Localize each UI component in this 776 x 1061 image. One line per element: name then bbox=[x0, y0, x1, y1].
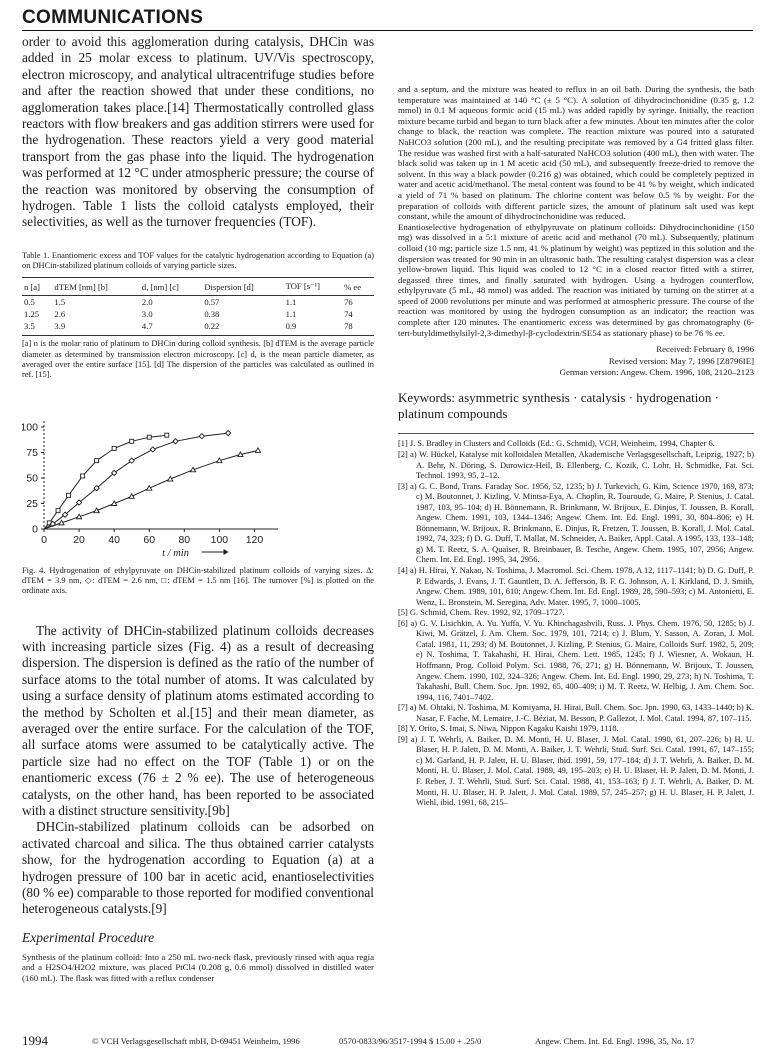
left-column bbox=[22, 34, 374, 984]
data-point-square bbox=[95, 458, 99, 462]
series-line bbox=[44, 433, 228, 529]
figure-caption: Fig. 4. Hydrogenation of ethylpyruvate on DHCin-stabilized platinum colloids of varying sizes. Δ: dTEM = 3.9 nm, ◇: dTEM = 2.6 nm, □: dTEM = 1.5 nm [16]. The turnover [%] is plotted on the ordinate axis. bbox=[22, 565, 374, 596]
table-cell: 1.25 bbox=[24, 309, 40, 320]
reference-item: [3] a) G. C. Bond, Trans. Faraday Soc. 1956, 52, 1235; b) J. Turkevich, G. Kim, Science 1970, 169, 873; c) M. Boutonnet, J. Kizling, V. Mintsa-Eya, A. Choplin, R. Touroude, G. Maire, P. Stenius, J. Catal. 1987, 103, 95–104; d) H. Bönnemann, R. Brinkmann, W. Brijoux, E. Dinjus, T. Joussen, B. Korall, Angew. Chem. 1991, 103, 1344–1346; Angew. Chem. Int. Ed. Engl. 1991, 30, 804–806; e) H. Bönnemann, W. Brijoux, R. Brinkmann, E. Dinjus, R. Fretzen, T. Joussen, B. Korall, J. Mol. Catal. 1992, 74, 323; f) D. G. Duff, T. Mallat, M. Schneider, A. Baiker, Appl. Catal. A 1995, 133, 133–148; g) M. T. Reetz, S. A. Quaiser, R. Breinbauer, B. Tesche, Angew. Chem. 1995, 107, 2956; Angew. Chem. Int. Ed. Engl. 1995, 34, 2956. bbox=[398, 481, 754, 565]
reference-item: [1] J. S. Bradley in Clusters and Colloids (Ed.: G. Schmid), VCH, Weinheim, 1994, Chapter 6. bbox=[398, 439, 715, 449]
hydrogenation-procedure: Enantioselective hydrogenation of ethylpyruvate on platinum colloids: Dihydrocinchonidine (150 mg) was dissolved in a 5:1 mixture of acetic acid and methanol (70 mL). Subsequently, platinum colloid (10 mg; particle size 1.5 nm, 41 % platinum by weight) was peptized in this solution and the dispersion was treated for 90 min in an ultrasonic bath. The resulting catalyst dispersion was a clear yellow-brown liquid. This liquid was cooled to 12 °C in a closed reactor fitted with a stirrer, degassed three times, and finally saturated with hydrogen. Using a hydrogen counterflow, ethylpyruvate (5 mL, 48 mmol) was added. The reaction was initiated by turning on the stirrer at a speed of 2000 revolutions per minute and was performed at atmospheric pressure. The course of the reaction was monitored by using the hydrogen consumption as an indicator; the reaction was complete after 120 minutes. The enantiomeric excess was determined by gas chromatography (6-tert-butyldimethylsilyl-2,3-dimethyl-β-cyclodextrin/SE54 as stationary phase) to be 76 % ee. bbox=[398, 221, 754, 338]
reference-item: [8] Y. Orito, S. Imai, S. Niwa, Nippon Kagaku Kaishi 1979, 1118. bbox=[398, 724, 619, 734]
experimental-heading: Experimental Procedure bbox=[22, 929, 155, 945]
table-cell: 3.5 bbox=[22, 320, 52, 336]
x-tick-label: 120 bbox=[245, 533, 264, 546]
table-cell: 0.9 bbox=[284, 320, 342, 336]
table-header-cell: n [a] bbox=[22, 278, 52, 296]
reference-item: [9] a) J. T. Wehrli, A. Baiker, D. M. Monti, H. U. Blaser, J. Mol. Catal. 1990, 61, 207–226; b) H. U. Blaser, H. P. Jalett, D. M. Monti, A. Baiker, J. T. Wehrli, Stud. Surf. Sci. Catal. 1991, 67, 147–155; c) M. Garland, H. P. Jalett, H. U. Blaser, ibid. 1991, 59, 177–184; d) J. T. Wehrli, A. Baiker, D. M. Monti, H. U. Blaser, J. Mol. Catal. 1989, 49, 195–203; e) H. U. Blaser, H. P. Jalett, D. M. Monti, J. F. Reber, J. T. Wehrli, Stud. Surf. Sci. Catal. 1988, 41, 153–163; f) J. T. Wehrli, A. Baiker, D. M. Monti, H. U. Blaser, H. P. Jalett, J. Mol. Catal. 1989, 57, 245–257; g) H. U. Blaser, H. P. Jalett, J. Wiehl, ibid. 1991, 68, 215– bbox=[398, 734, 754, 808]
table-cell: 0.38 bbox=[204, 309, 220, 320]
references-rule bbox=[398, 433, 754, 434]
y-tick-label: 75 bbox=[26, 446, 38, 459]
data-point-square bbox=[147, 435, 151, 439]
experimental-text: Synthesis of the platinum colloid: Into a 250 mL two-neck flask, previously rinsed with aqua regia and a H2SO4/H2O2 mixture, was placed PtCl4 (0.208 g, 0.6 mmol) dissolved in distilled water (160 mL). The flask was fitted with a reflux condenser bbox=[22, 951, 374, 984]
reference-item: [5] G. Schmid, Chem. Rev. 1992, 92, 1709–1727. bbox=[398, 608, 565, 618]
right-column bbox=[398, 84, 754, 809]
table-cell: 74 bbox=[344, 309, 353, 320]
running-header bbox=[22, 4, 753, 31]
publisher-line: © VCH Verlagsgesellschaft mbH, D-69451 Weinheim, 1996 bbox=[92, 1036, 300, 1046]
german-version-line: German version: Angew. Chem. 1996, 108, 2120–2123 bbox=[559, 367, 754, 378]
table-cell: 78 bbox=[342, 320, 374, 336]
experimental-continued: and a septum, and the mixture was heated to reflux in an oil bath. During the synthesis, the bath temperature was maintained at 140 °C (± 5 °C). A solution of dihydrocinchonidine (0.35 g, 1.2 mmol) in 0.1 M aqueous formic acid (15 mL) was added rapidly by syringe. Initially, the reaction mixture became turbid and began to turn black after a few minutes. About ten minutes after the color change to black, the reaction was complete. The reaction mixture was poured into a saturated NaHCO3 solution (200 mL), and the resulting precipitate was removed by a G4 fritted glass filter. The residue was washed first with a half-saturated NaHCO3 solution (400 mL), then with water. The black solid was taken up in 1 M acetic acid (50 mL), and subsequently freeze-dried to remove the solvent. In this way a black powder (0.216 g) was obtained, which could be completely peptized in water and acetic acid/methanol. The metal content was found to be 41 % by weight, which indicated a yield of 71 % based on platinum. The chlorine content was below 0.5 % by weight. For the preparation of colloids with different particle sizes, the amount of platinum salt used was kept constant, while the amount of dihydrocinchonidine was reduced. bbox=[398, 84, 754, 222]
table-header-cell: % ee bbox=[342, 278, 374, 296]
reference-item: [6] a) G. V. Lisichkin, A. Yu. Yuffa, V. Yu. Khinchagashvili, Russ. J. Phys. Chem. 1976, 50, 1285; b) J. Kiwi, M. Grätzel, J. Am. Chem. Soc. 1979, 101, 7214; c) J. Blum, Y. Sasson, A. Zoran, J. Mol. Catal. 1981, 11, 293; d) M. Boutonnet, J. Kizling, P. Stenius, G. Maire, Colloids Surf. 1982, 5, 209; e) N. Toshima, T. Takahashi, H. Hirai, Chem. Lett. 1985, 1245; f) J. Wiesner, A. Wokaun, H. Hoffmann, Prog. Colloid Polym. Sci. 1988, 76, 271; g) H. Bönnemann, W. Brijoux, T. Joussen, Angew. Chem. 1990, 102, 324–326; Angew. Chem. Int. Ed. Engl. 1990, 29, 273; h) N. Toshima, T. Takahashi, Bull. Chem. Soc. Jpn. 1992, 65, 400–409; i) M. T. Reetz, W. Helbig, J. Am. Chem. Soc. 1994, 116, 7401–7402. bbox=[398, 618, 754, 702]
x-tick-label: 60 bbox=[143, 533, 156, 546]
figure-4 bbox=[22, 417, 374, 562]
x-tick-label: 0 bbox=[41, 533, 47, 546]
section-title: COMMUNICATIONS bbox=[22, 7, 204, 28]
table-row bbox=[22, 296, 374, 309]
table-cell: 76 bbox=[344, 297, 353, 308]
table-row bbox=[22, 320, 374, 336]
y-tick-label: 0 bbox=[32, 523, 38, 536]
table-row bbox=[22, 308, 374, 320]
data-point-square bbox=[81, 474, 85, 478]
x-tick-label: 20 bbox=[73, 533, 85, 546]
table-body bbox=[22, 296, 374, 336]
x-axis-label: t / min bbox=[162, 547, 189, 559]
data-point-square bbox=[67, 493, 71, 497]
x-tick-label: 40 bbox=[108, 533, 120, 546]
y-tick-label: 25 bbox=[26, 497, 38, 510]
table-caption: Table 1. Enantiomeric excess and TOF values for the catalytic hydrogenation according to Equation (a) on DHCin-stabilized platinum colloids of varying particle sizes. bbox=[22, 250, 374, 271]
table-cell: 0.57 bbox=[204, 297, 220, 308]
journal-citation: Angew. Chem. Int. Ed. Engl. 1996, 35, No. 17 bbox=[535, 1036, 695, 1046]
reference-item: [7] a) M. Ohtaki, N. Toshima, M. Komiyama, H. Hirai, Bull. Chem. Soc. Jpn. 1990, 63, 1433–1440; b) K. Nasar, F. Fache, M. Lemaire, J.-C. Béziat, M. Besson, P. Gallezot, J. Mol. Catal. 1994, 87, 107–115. bbox=[398, 703, 754, 723]
page-number: 1994 bbox=[22, 1033, 48, 1048]
table-cell: 3.9 bbox=[52, 320, 139, 336]
data-point-diamond bbox=[173, 438, 178, 443]
data-point-diamond bbox=[150, 446, 155, 451]
x-tick-label: 80 bbox=[178, 533, 191, 546]
data-point-square bbox=[112, 446, 116, 450]
keywords: Keywords: asymmetric synthesis · catalysis · hydrogenation · platinum compounds bbox=[398, 390, 719, 421]
table-cell: 0.22 bbox=[202, 320, 283, 336]
table-cell: 3.0 bbox=[141, 309, 153, 320]
table-cell: 1.1 bbox=[285, 297, 297, 308]
reference-item: [2] a) W. Hückel, Katalyse mit kolloidalen Metallen, Akademische Verlagsgesellschaft, Leipzig, 1927; b) A. Behr, N. Döring, S. Durowicz-Heil, B. Ellenberg, C. Kozik, C. Lohr, H. Schmidke, Fat. Sci. Technol. 1993, 95, 2–12. bbox=[398, 450, 754, 481]
intro-paragraph: order to avoid this agglomeration during catalysis, DHCin was added in 25 molar excess to platinum. UV/Vis spectroscopy, electron microscopy, and analytical ultracentrifuge studies before and after the reaction showed that under these conditions, no agglomeration takes place.[14] Thermostatically controlled glass reactors with flow breakers and gas addition stirrers were used for the hydrogenation. These reactors yield a very good material transport from the gas phase into the liquid. The hydrogenation was performed at 12 °C under atmospheric pressure; the course of the reaction was monitored by observing the consumption of hydrogen. Table 1 lists the colloid catalysts employed, their selectivities, as well as the turnover frequencies (TOF). bbox=[22, 34, 374, 230]
table-header-row bbox=[22, 278, 374, 296]
data-point-square bbox=[56, 508, 60, 512]
table-header-cell: d, [nm] [c] bbox=[140, 278, 202, 296]
x-axis-arrowhead bbox=[224, 549, 229, 555]
body-paragraph-2: The activity of DHCin-stabilized platinum colloids decreases with increasing particle sizes (Fig. 4) as a result of decreasing dispersion. The dispersion is defined as the ratio of the number of surface atoms to the total number of atoms. It was calculated by using a surface density of platinum atoms estimated according to the method by Scholten et al.[15] and their mean diameter, as averaged over the entire surface. For the calculation of the TOF, all surface atoms were assumed to be catalytically active. The particle size had no effect on the TOF (Table 1) or on the enantiomeric excess (76 ± 2 % ee). The use of heterogeneous catalysts, on the other hand, has been reported to be associated with a distinct structure sensitivity.[9b] bbox=[22, 622, 374, 819]
table-cell: 1.5 bbox=[54, 297, 66, 308]
table-header-cell: Dispersion [d] bbox=[202, 278, 283, 296]
table-footnote: [a] n is the molar ratio of platinum to DHCin during colloid synthesis. [b] dTEM is the average particle diameter as determined by transmission electron microscopy. [c] d, is the mean particle diameter, as averaged over the entire surface [15]. [d] The dispersion of the particles was calculated as outlined in ref. [15]. bbox=[22, 339, 374, 380]
y-tick-label: 50 bbox=[26, 472, 38, 485]
price-code: 0570-0833/96/3517-1994 $ 15.00 + .25/0 bbox=[339, 1036, 482, 1046]
data-point-square bbox=[165, 433, 169, 437]
table-header-cell: dTEM [nm] [b] bbox=[52, 278, 139, 296]
data-point-square bbox=[130, 439, 134, 443]
received-dates bbox=[398, 344, 754, 378]
x-tick-label: 100 bbox=[210, 533, 229, 546]
y-tick-label: 100 bbox=[22, 421, 38, 434]
received-line: Received: February 8, 1996 bbox=[656, 344, 754, 355]
references-list bbox=[398, 439, 754, 808]
body-paragraph-3: DHCin-stabilized platinum colloids can be adsorbed on activated charcoal and silica. The thus obtained carrier catalysts show, for the hydrogenation according to Equation (a) at a hydrogen pressure of 100 bar in acetic acid, enantioselectivities (80 % ee) comparable to those reported for modified conventional heterogeneous catalysts.[9] bbox=[22, 819, 374, 917]
turnover-chart bbox=[22, 417, 374, 562]
table-header-cell: TOF [s⁻¹] bbox=[284, 278, 342, 296]
revised-line: Revised version: May 7, 1996 [Z8796IE] bbox=[608, 355, 754, 366]
data-point-diamond bbox=[199, 433, 204, 438]
data-point-triangle bbox=[255, 448, 260, 453]
table-1 bbox=[22, 277, 374, 336]
table-cell: 1.1 bbox=[285, 309, 297, 320]
table-cell: 4.7 bbox=[140, 320, 202, 336]
table-cell: 2.0 bbox=[141, 297, 153, 308]
data-point-diamond bbox=[226, 430, 231, 435]
reference-item: [4] a) H. Hirai, Y. Nakao, N. Toshima, J. Macromol. Sci. Chem. 1978, A 12, 1117–1141; b) D. G. Duff, P. P. Edwards, J. Evans, J. T. Gauntlett, D. A. Jefferson, B. F. G. Johnson, A. I. Kirkland, D. J. Smith, Angew. Chem. 1989, 101, 610; Angew. Chem. Int. Ed. Engl. 1989, 28, 590–593; c) M. Antonietti, E. Wenz, L. Bronstein, M. Seregina, Adv. Mater. 1995, 7, 1000–1005. bbox=[398, 566, 754, 607]
table-cell: 0.5 bbox=[24, 297, 35, 308]
table-cell: 2.6 bbox=[54, 309, 66, 320]
